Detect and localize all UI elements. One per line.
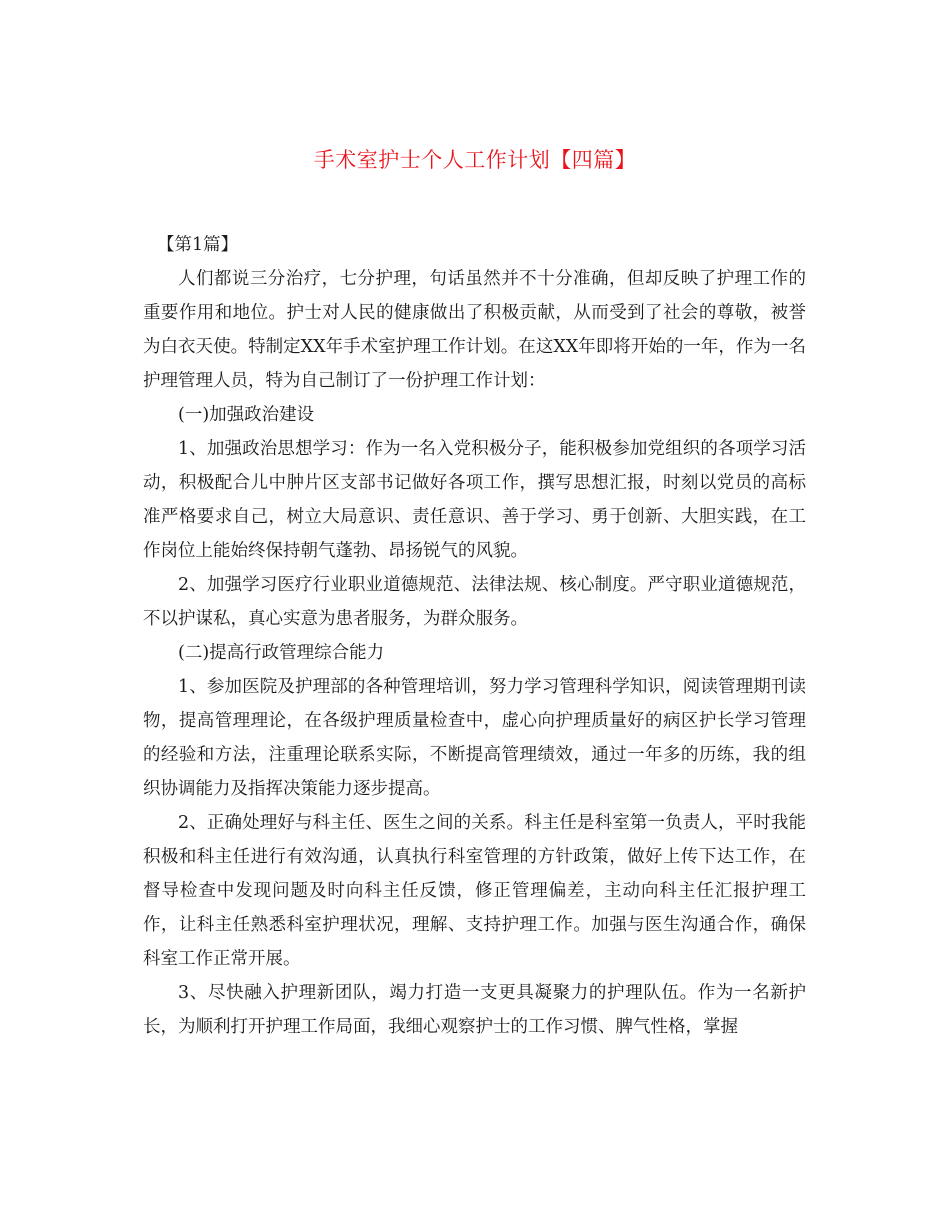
paragraph-management-3: 3、尽快融入护理新团队，竭力打造一支更具凝聚力的护理队伍。作为一名新护长，为顺利打开护理工作局面，我细心观察护士的工作习惯、脾气性格，掌握: [143, 983, 806, 1037]
paragraph-intro: 人们都说三分治疗，七分护理，句话虽然并不十分准确，但却反映了护理工作的重要作用和地位。护士对人民的健康做出了积极贡献，从而受到了社会的尊敬，被誉为白衣天使。特制定XX年手术室护理工作计划。在这XX年即将开始的一年，作为一名护理管理人员，特为自己制订了一份护理工作计划：: [143, 269, 806, 391]
section-heading-political: (一)加强政治建设: [178, 405, 315, 425]
paragraph-management-1: 1、参加医院及护理部的各种管理培训，努力学习管理科学知识，阅读管理期刊读物，提高管理理论，在各级护理质量检查中，虚心向护理质量好的病区护长学习管理的经验和方法，注重理论联系实际，不断提高管理绩效，通过一年多的历练，我的组织协调能力及指挥决策能力逐步提高。: [143, 677, 806, 799]
section-heading-management: (二)提高行政管理综合能力: [178, 643, 385, 663]
document-title: 手术室护士个人工作计划【四篇】: [313, 148, 637, 172]
paragraph-political-1: 1、加强政治思想学习：作为一名入党积极分子，能积极参加党组织的各项学习活动，积极配合儿中肿片区支部书记做好各项工作，撰写思想汇报，时刻以党员的高标准严格要求自己，树立大局意识、责任意识、善于学习、勇于创新、大胆实践，在工作岗位上能始终保持朝气蓬勃、昂扬锐气的风貌。: [143, 439, 806, 561]
section-heading-part-1: 【第1篇】: [157, 235, 239, 255]
document-body: [143, 228, 806, 1044]
paragraph-political-2: 2、加强学习医疗行业职业道德规范、法律法规、核心制度。严守职业道德规范，不以护谋私，真心实意为患者服务，为群众服务。: [143, 575, 806, 629]
paragraph-management-2: 2、正确处理好与科主任、医生之间的关系。科主任是科室第一负责人，平时我能积极和科主任进行有效沟通，认真执行科室管理的方针政策，做好上传下达工作，在督导检查中发现问题及时向科主任反馈，修正管理偏差，主动向科主任汇报护理工作，让科主任熟悉科室护理状况，理解、支持护理工作。加强与医生沟通合作，确保科室工作正常开展。: [143, 813, 806, 969]
